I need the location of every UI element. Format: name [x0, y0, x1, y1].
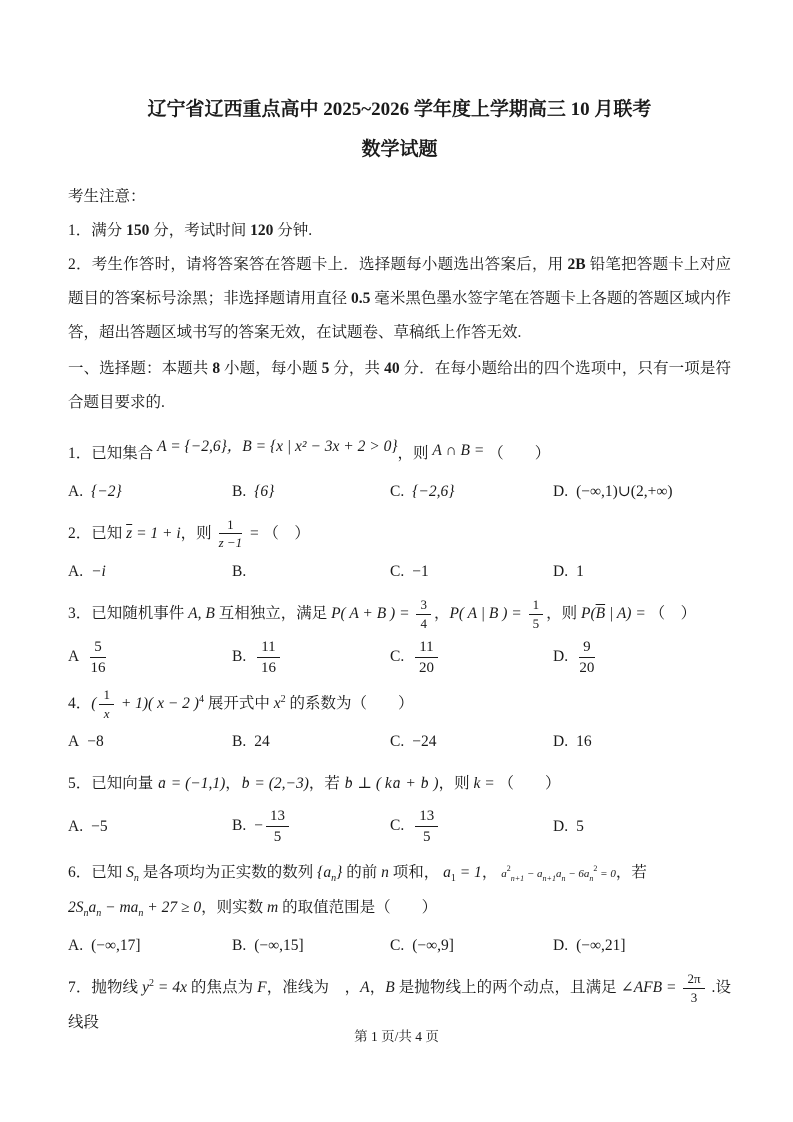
- option-label: D.: [553, 482, 569, 500]
- option-value: −8: [87, 733, 104, 751]
- question-1-stem: 1．已知集合 A = {−2,6}，B = {x | x² − 3x + 2 > 0}，则 A ∩ B = （ ）: [68, 437, 551, 462]
- option-value: $\frac{13}{5}$: [412, 817, 441, 834]
- option-label: C.: [390, 563, 405, 581]
- notice-heading: 考生注意：: [68, 187, 146, 205]
- option-value: $\frac{11}{16}$: [254, 648, 282, 665]
- question-1-option-b: [232, 477, 390, 507]
- option-label: D.: [553, 563, 569, 581]
- notice-item-1: 1．满分 150 分，考试时间 120 分钟.: [68, 221, 313, 239]
- option-value: −5: [91, 817, 108, 835]
- question-5-options: [68, 807, 731, 846]
- option-value: −1: [412, 563, 429, 581]
- option-label: C.: [390, 733, 405, 751]
- option-value: $\frac{9}{20}$: [579, 638, 595, 676]
- question-3: [68, 597, 731, 677]
- question-5-option-a: [68, 812, 232, 842]
- question-4-option-b: [232, 727, 390, 757]
- option-value: {−2,6}: [412, 482, 455, 500]
- option-label: C.: [390, 482, 405, 500]
- question-1-option-d: [553, 477, 731, 507]
- option-label: B.: [232, 563, 247, 581]
- question-1-option-c: [390, 477, 553, 507]
- question-6-stem-line2: $2S_na_n - ma_n + 27 \ge 0$，则实数 m 的取值范围是（ ）: [68, 899, 438, 920]
- section1-header: 一、选择题：本题共 8 小题，每小题 5 分，共 40 分．在每小题给出的四个选项中，只有一项是符合题目要求的.: [68, 359, 731, 411]
- option-label: B.: [232, 482, 247, 500]
- option-value: 24: [254, 733, 270, 751]
- option-value: 16: [576, 733, 592, 751]
- question-6: [68, 856, 731, 961]
- option-label: C.: [390, 647, 405, 665]
- option-value: (−∞,15]: [254, 937, 304, 955]
- option-value: 5: [576, 817, 584, 835]
- option-label: D.: [553, 733, 569, 751]
- question-4-stem: 4．( $\frac{1}{x}$ + 1)( x − 2 )$^4$ 展开式中 $x^2$ 的系数为（ ）: [68, 686, 414, 721]
- question-3-option-b: [232, 638, 390, 677]
- option-label: C.: [390, 937, 405, 955]
- option-value: −24: [412, 733, 437, 751]
- question-1-options: [68, 477, 731, 507]
- option-label: A.: [68, 817, 84, 835]
- question-2-option-a: [68, 557, 232, 587]
- question-5-option-b: [232, 807, 390, 846]
- option-label: B.: [232, 937, 247, 955]
- option-value: (−∞,9]: [412, 937, 454, 955]
- question-2-option-c: [390, 557, 553, 587]
- option-label: A.: [68, 563, 84, 581]
- question-2: [68, 517, 731, 588]
- option-value: (−∞,21]: [576, 937, 626, 955]
- option-label: A.: [68, 937, 84, 955]
- question-1-option-a: [68, 477, 232, 507]
- question-5-option-c: [390, 807, 553, 846]
- question-5: [68, 767, 731, 846]
- page-footer: 第 1 页/共 4 页: [354, 1029, 439, 1044]
- question-3-option-d: [553, 638, 731, 677]
- question-6-option-b: [232, 931, 390, 961]
- option-value: $\frac{11}{20}$: [412, 648, 440, 665]
- question-6-stem-line1: 6．已知 $S_n$ 是各项均为正实数的数列 $\{a_n\}$ 的前 n 项和， $a_1 = 1$， $a^2_{n+1} - a_{n+1}a_n - 6a_n^2 = 0$，若: [68, 863, 647, 885]
- question-3-options: [68, 638, 731, 677]
- question-2-options: [68, 557, 731, 587]
- question-3-option-c: [390, 638, 553, 677]
- question-1: [68, 430, 731, 507]
- question-4-option-d: [553, 727, 731, 757]
- option-value: {−2}: [91, 482, 122, 500]
- question-5-stem: 5．已知向量 a → = (−1,1)，b → = (2,−3)，若 b → ⊥ ( ka → + b → )，则 k = （ ）: [68, 767, 731, 801]
- question-3-stem: 3．已知随机事件 A, B 互相独立，满足 P( A + B ) = $\frac{3}{4}$ ，P( A | B ) = $\frac{1}{5}$ ，则 $P(\overline{B}$ | A) = （ ）: [68, 597, 697, 631]
- option-label: D.: [553, 817, 569, 835]
- option-label: A: [68, 647, 80, 665]
- option-label: D.: [553, 937, 569, 955]
- option-label: A: [68, 733, 80, 751]
- question-6-option-d: [553, 931, 731, 961]
- option-value: {6}: [254, 482, 275, 500]
- option-value: (−∞,1)∪(2,+∞): [576, 482, 673, 500]
- option-value: (−∞,17]: [91, 937, 141, 955]
- option-label: B.: [232, 733, 247, 751]
- question-4-option-a: [68, 727, 232, 757]
- option-value: −i: [91, 563, 106, 581]
- question-6-options: [68, 931, 731, 961]
- question-2-stem: 2．已知 $\overline{z} = 1 + i$，则 $\frac{1}{z -1}$ = （ ）: [68, 516, 310, 551]
- question-6-option-a: [68, 931, 232, 961]
- option-label: D.: [553, 647, 569, 665]
- question-5-option-d: [553, 812, 731, 842]
- option-label: A.: [68, 482, 84, 500]
- question-6-option-c: [390, 931, 553, 961]
- question-2-option-b: [232, 557, 390, 587]
- option-value: $\frac{5}{16}$: [90, 638, 106, 676]
- question-4-options: [68, 727, 731, 757]
- option-label: B.: [232, 647, 247, 665]
- page-subtitle: 数学试题: [361, 138, 438, 160]
- question-3-option-a: [68, 638, 232, 677]
- option-value: 1: [576, 563, 584, 581]
- question-2-option-d: [553, 557, 731, 587]
- option-value: − $\frac{13}{5}$: [254, 817, 292, 834]
- question-4-option-c: [390, 727, 553, 757]
- notice-item-2: 2．考生作答时，请将答案答在答题卡上．选择题每小题选出答案后，用 2B 铅笔把答题卡上对应题目的答案标号涂黑；非选择题请用直径 0.5 毫米黑色墨水签字笔在答题卡上各题的答题区域内作答，超出答题区域书写的答案无效，在试题卷、草稿纸上作答无效.: [68, 255, 731, 341]
- question-7-stem: 7．抛物线 $y^2 = 4x$ 的焦点为 F，准线为 ，A，B 是抛物线上的两个动点，且满足 ∠AFB = $\frac{2\pi}{3}$ .设线段: [68, 971, 731, 1031]
- question-4: [68, 687, 731, 758]
- page-title: 辽宁省辽西重点高中 2025~2026 学年度上学期高三 10 月联考: [147, 99, 652, 120]
- option-label: C.: [390, 817, 405, 835]
- option-label: B.: [232, 817, 247, 835]
